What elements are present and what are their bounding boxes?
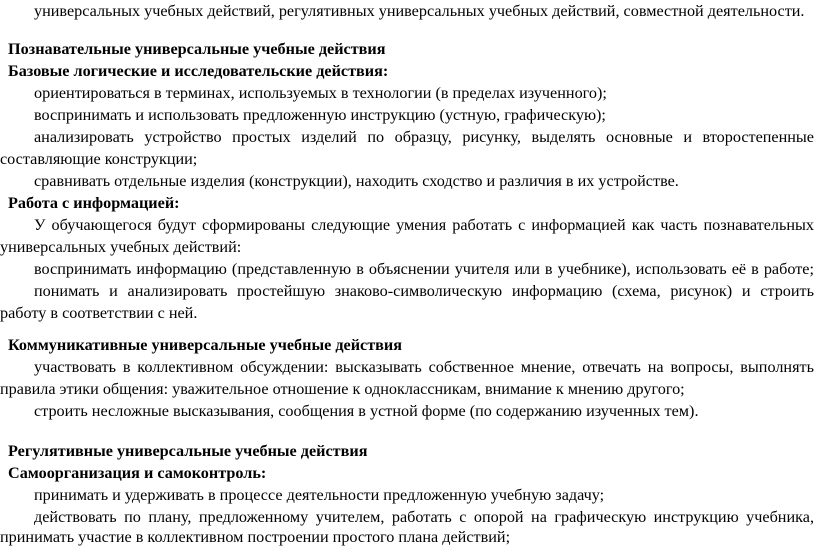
communicative-item-continuation: правила этики общения: уважительное отношение к одноклассникам, внимание к мнению другого; (0, 380, 685, 398)
logic-item: ориентироваться в терминах, используемых в технологии (в пределах изученного); (34, 84, 607, 102)
logic-item: анализировать устройство простых изделий по образцу, рисунку, выделять основные и второстепенные (34, 128, 814, 146)
info-item: У обучающегося будут сформированы следующие умения работать с информацией как часть познавательных (34, 216, 814, 234)
communicative-item: участвовать в коллективном обсуждении: высказывать собственное мнение, отвечать на вопросы, выполнять (34, 358, 814, 376)
info-item: понимать и анализировать простейшую знаково-символическую информацию (схема, рисунок) и строить (34, 282, 814, 300)
info-item-continuation: универсальных учебных действий: (0, 238, 242, 256)
logic-item: воспринимать и использовать предложенную инструкцию (устную, графическую); (34, 106, 606, 124)
communicative-item: строить несложные высказывания, сообщения в устной форме (по содержанию изученных тем). (34, 402, 699, 420)
regulatory-item-continuation: принимать участие в коллективном построении простого плана действий; (0, 528, 511, 546)
communicative-section-heading: Коммуникативные универсальные учебные действия (8, 336, 402, 354)
info-item-continuation: работу в соответствии с ней. (0, 304, 198, 322)
self-organization-subheading: Самоорганизация и самоконтроль: (8, 464, 267, 482)
logic-item: сравнивать отдельные изделия (конструкции), находить сходство и различия в их устройстве. (34, 172, 679, 190)
intro-tail-text: универсальных учебных действий, регулятивных универсальных учебных действий, совместной деятельности. (34, 2, 805, 20)
regulatory-item: принимать и удерживать в процессе деятельности предложенную учебную задачу; (34, 486, 605, 504)
regulatory-section-heading: Регулятивные универсальные учебные действия (8, 442, 368, 460)
logic-item-continuation: составляющие конструкции; (0, 150, 198, 168)
logic-subheading: Базовые логические и исследовательские действия: (8, 62, 389, 80)
regulatory-item: действовать по плану, предложенному учителем, работать с опорой на графическую инструкцию учебника, (34, 508, 814, 526)
cognitive-section-heading: Познавательные универсальные учебные действия (8, 40, 386, 58)
info-subheading: Работа с информацией: (8, 194, 180, 212)
info-item: воспринимать информацию (представленную в объяснении учителя или в учебнике), использовать её в работе; (34, 260, 814, 278)
